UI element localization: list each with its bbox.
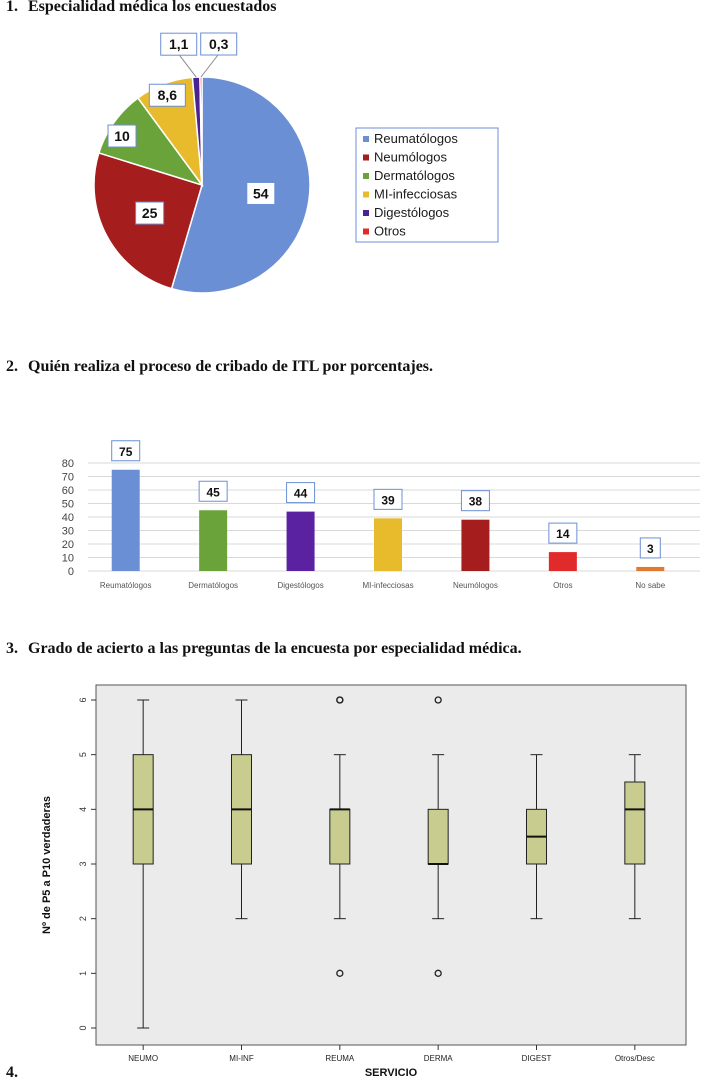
box-plot bbox=[0, 665, 704, 1085]
bar-category-label: Neumólogos bbox=[452, 581, 498, 590]
box-category-label: NEUMO bbox=[128, 1054, 159, 1063]
section-heading-2 bbox=[6, 358, 433, 376]
box-y-tick-label: 5 bbox=[78, 752, 88, 758]
plot-area bbox=[96, 685, 686, 1045]
box-category-label: DERMA bbox=[423, 1054, 453, 1063]
bar-category-label: Dermatólogos bbox=[188, 581, 239, 590]
bar-category-label: Otros bbox=[553, 581, 573, 590]
bar-dermatólogos bbox=[199, 510, 227, 571]
section-title: Especialidad médica los encuestados bbox=[28, 0, 277, 15]
bar-reumatólogos bbox=[112, 470, 140, 571]
section-title: Quién realiza el proceso de cribado de ITL por porcentajes. bbox=[28, 358, 434, 375]
legend-swatch bbox=[363, 210, 369, 216]
bar-y-tick-labels bbox=[62, 458, 74, 578]
x-axis-label: SERVICIO bbox=[364, 1067, 418, 1079]
bar-category-labels bbox=[100, 581, 666, 590]
legend-swatch bbox=[363, 173, 369, 179]
bar-value-label: 39 bbox=[381, 493, 395, 508]
legend-label: MI-infecciosas bbox=[374, 186, 458, 202]
pie-value-label: 10 bbox=[114, 128, 130, 145]
box-y-tick-label: 0 bbox=[78, 1025, 88, 1031]
box-y-tick-label: 2 bbox=[78, 916, 88, 922]
bar-y-tick-label: 20 bbox=[61, 539, 74, 551]
box-y-tick-label: 3 bbox=[78, 861, 88, 867]
legend-swatch bbox=[363, 192, 369, 198]
box-category-label: Otros/Desc bbox=[614, 1054, 655, 1063]
bar-value-label: 75 bbox=[119, 444, 133, 459]
section-number: 1. bbox=[6, 0, 18, 15]
section-number: 3. bbox=[6, 640, 18, 657]
bar-value-label: 44 bbox=[293, 486, 308, 501]
legend-label: Dermatólogos bbox=[374, 168, 455, 183]
pie-slices bbox=[94, 77, 310, 293]
bar-category-label: MI-infecciosas bbox=[362, 581, 414, 590]
bar-y-tick-label: 60 bbox=[61, 485, 74, 497]
bar-y-tick-label: 40 bbox=[61, 512, 74, 524]
pie-chart bbox=[0, 30, 704, 340]
bar-mi-infecciosas bbox=[374, 518, 402, 571]
bar-y-tick-label: 70 bbox=[61, 471, 74, 484]
bar-otros bbox=[549, 552, 577, 571]
legend-label: Digestólogos bbox=[374, 205, 450, 220]
legend-swatch bbox=[363, 229, 369, 235]
pie-leader-line bbox=[179, 54, 196, 77]
bar-series bbox=[112, 470, 665, 571]
pie-leader-line bbox=[201, 54, 219, 77]
pie-value-label: 1,1 bbox=[168, 36, 189, 53]
bar-neumólogos bbox=[461, 520, 489, 571]
box-y-tick-label: 1 bbox=[78, 970, 88, 976]
box-iqr bbox=[625, 782, 645, 864]
section-number: 4. bbox=[6, 1064, 18, 1081]
box-iqr bbox=[330, 809, 350, 864]
legend-label: Otros bbox=[374, 223, 406, 239]
section-number: 2. bbox=[6, 358, 18, 375]
bar-y-tick-label: 0 bbox=[67, 566, 74, 578]
legend-swatch bbox=[363, 155, 369, 161]
pie-value-label: 54 bbox=[253, 185, 269, 202]
bar-category-label: Reumatólogos bbox=[99, 581, 152, 590]
pie-value-label: 25 bbox=[141, 205, 158, 222]
bar-chart bbox=[0, 440, 704, 600]
box-iqr bbox=[428, 809, 448, 864]
bar-category-label: No sabe bbox=[635, 581, 666, 590]
bar-no sabe bbox=[636, 567, 664, 571]
section-title: Grado de acierto a las preguntas de la encuesta por especialidad médica. bbox=[28, 640, 522, 657]
pie-value-label: 8,6 bbox=[157, 87, 178, 104]
y-axis-label: Nº de P5 a P10 verdaderas bbox=[41, 796, 53, 934]
pie-value-label: 0,3 bbox=[208, 36, 229, 53]
bar-y-tick-label: 30 bbox=[61, 525, 74, 538]
bar-value-label: 3 bbox=[646, 541, 654, 556]
legend-swatch bbox=[363, 136, 369, 142]
bar-value-label: 38 bbox=[468, 494, 483, 509]
bar-category-label: Digestólogos bbox=[277, 581, 324, 590]
pie-legend bbox=[356, 128, 498, 242]
bar-value-label: 45 bbox=[206, 485, 220, 500]
bar-y-tick-label: 50 bbox=[61, 498, 74, 511]
legend-label: Neumólogos bbox=[374, 149, 447, 165]
box-y-tick-label: 4 bbox=[78, 806, 88, 812]
bar-digestólogos bbox=[287, 512, 315, 571]
box-y-ticks bbox=[78, 697, 96, 1030]
box-category-label: DIGEST bbox=[521, 1054, 552, 1063]
section-heading-1 bbox=[6, 0, 276, 16]
bar-y-tick-label: 80 bbox=[61, 458, 74, 470]
box-category-label: MI-INF bbox=[229, 1054, 254, 1063]
section-heading-3 bbox=[6, 640, 522, 658]
box-category-labels bbox=[128, 1045, 655, 1063]
box-y-tick-label: 6 bbox=[78, 697, 88, 703]
bar-value-label: 14 bbox=[556, 527, 570, 542]
section-heading-4 bbox=[6, 1064, 28, 1082]
legend-label: Reumatólogos bbox=[374, 131, 458, 146]
bar-y-tick-label: 10 bbox=[61, 552, 74, 565]
box-category-label: REUMA bbox=[325, 1054, 355, 1063]
